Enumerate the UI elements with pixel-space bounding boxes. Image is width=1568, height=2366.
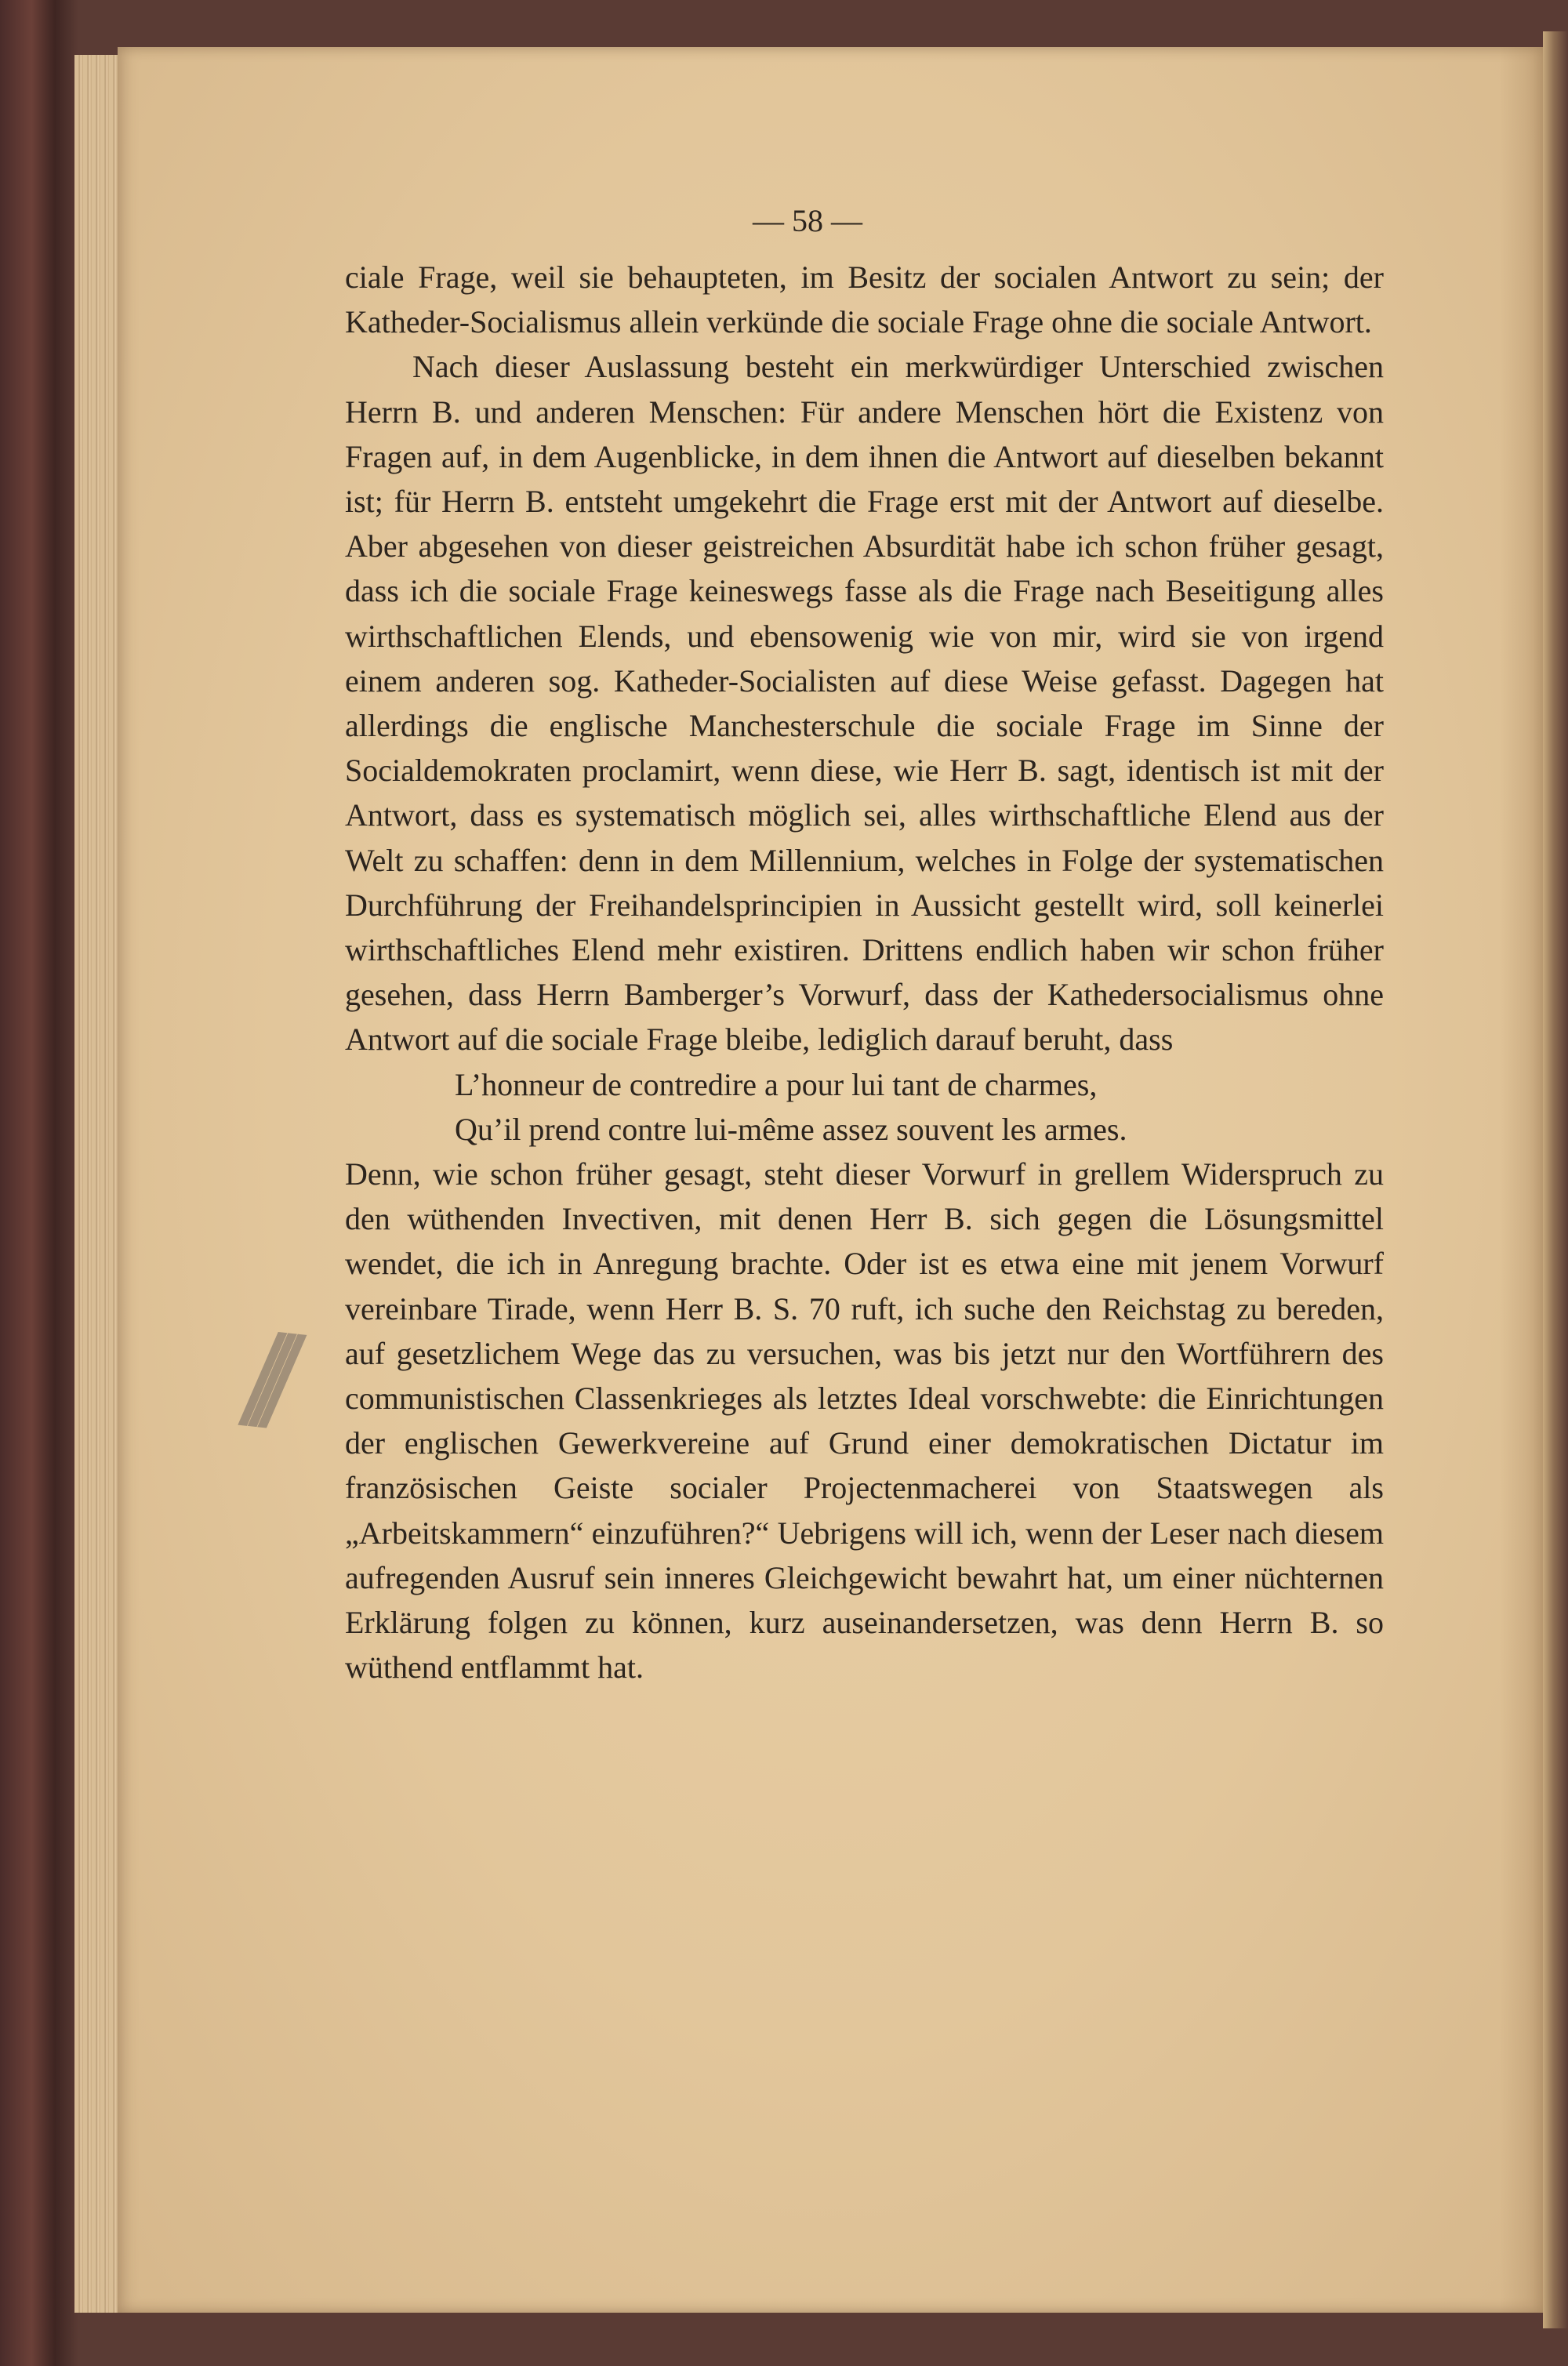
page-number: — 58 —	[753, 203, 862, 238]
page-edges	[74, 55, 122, 2313]
paragraph: Nach dieser Auslassung besteht ein merkwürdiger Unterschied zwischen Herrn B. und anderen Menschen: Für andere Menschen hört die Existenz von Fragen auf, in dem Augenblicke, in dem ihnen die Antwort auf dieselben bekannt ist; für Herrn B. entsteht umgekehrt die Frage erst mit der Antwort auf dieselbe. Aber abgesehen von dieser geistreichen Absurdität habe ich schon früher gesagt, dass ich die sociale Frage keineswegs fasse als die Frage nach Beseitigung alles wirthschaftlichen Elends, und ebensowenig wie von mir, wird sie von irgend einem anderen sog. Katheder-Socialisten auf diese Weise gefasst. Dagegen hat allerdings die englische Manchesterschule die sociale Frage im Sinne der Socialdemokraten proclamirt, wenn diese, wie Herr B. sagt, identisch ist mit der Antwort, dass es systematisch möglich sei, alles wirthschaftliche Elend aus der Welt zu schaffen: denn in dem Millennium, welches in Folge der systematischen Durchführung der Freihandelsprincipien in Aussicht gestellt wird, soll keinerlei wirthschaftliches Elend mehr existiren. Drittens endlich haben wir schon früher gesehen, dass Herrn Bamberger’s Vorwurf, dass der Kathedersocialismus ohne Antwort auf die sociale Frage bleibe, lediglich darauf beruht, dass	[345, 349, 1384, 1058]
closing-paragraph: Denn, wie schon früher gesagt, steht dieser Vorwurf in grellem Widerspruch zu den wüthenden Invectiven, mit denen Herr B. sich gegen die Lösungsmittel wendet, die ich in Anregung brachte. Oder ist es etwa eine mit jenem Vorwurf vereinbare Tirade, wenn Herr B. S. 70 ruft, ich suche den Reichstag zu bereden, auf gesetzlichem Wege das zu versuchen, was bis jetzt nur den Wortführern des communistischen Classenkrieges als letztes Ideal vorschwebte: die Einrichtungen der englischen Gewerkvereine auf Grund einer demokratischen Dictatur im französischen Geiste socialer Projectenmacherei von Staatswegen als „Arbeitskammern“ einzuführen?“ Uebrigens will ich, wenn der Leser nach diesem aufregenden Ausruf sein inneres Gleichgewicht bewahrt hat, um einer nüchternen Erklärung folgen zu können, kurz auseinandersetzen, was denn Herrn B. so wüthend entflammt hat.	[345, 1156, 1384, 1686]
main-text	[345, 255, 1384, 1690]
pencil-mark: ///	[236, 1306, 280, 1446]
verse-line-1: L’honneur de contredire a pour lui tant de charmes,	[455, 1066, 1098, 1102]
verse-line-2: Qu’il prend contre lui-même assez souvent les armes.	[455, 1111, 1127, 1147]
book-cover-edge	[1543, 31, 1568, 2328]
paragraph-continuation: ciale Frage, weil sie behaupteten, im Besitz der socialen Antwort zu sein; der Katheder-Socialismus allein verkünde die sociale Frage ohne die sociale Antwort.	[345, 259, 1384, 340]
